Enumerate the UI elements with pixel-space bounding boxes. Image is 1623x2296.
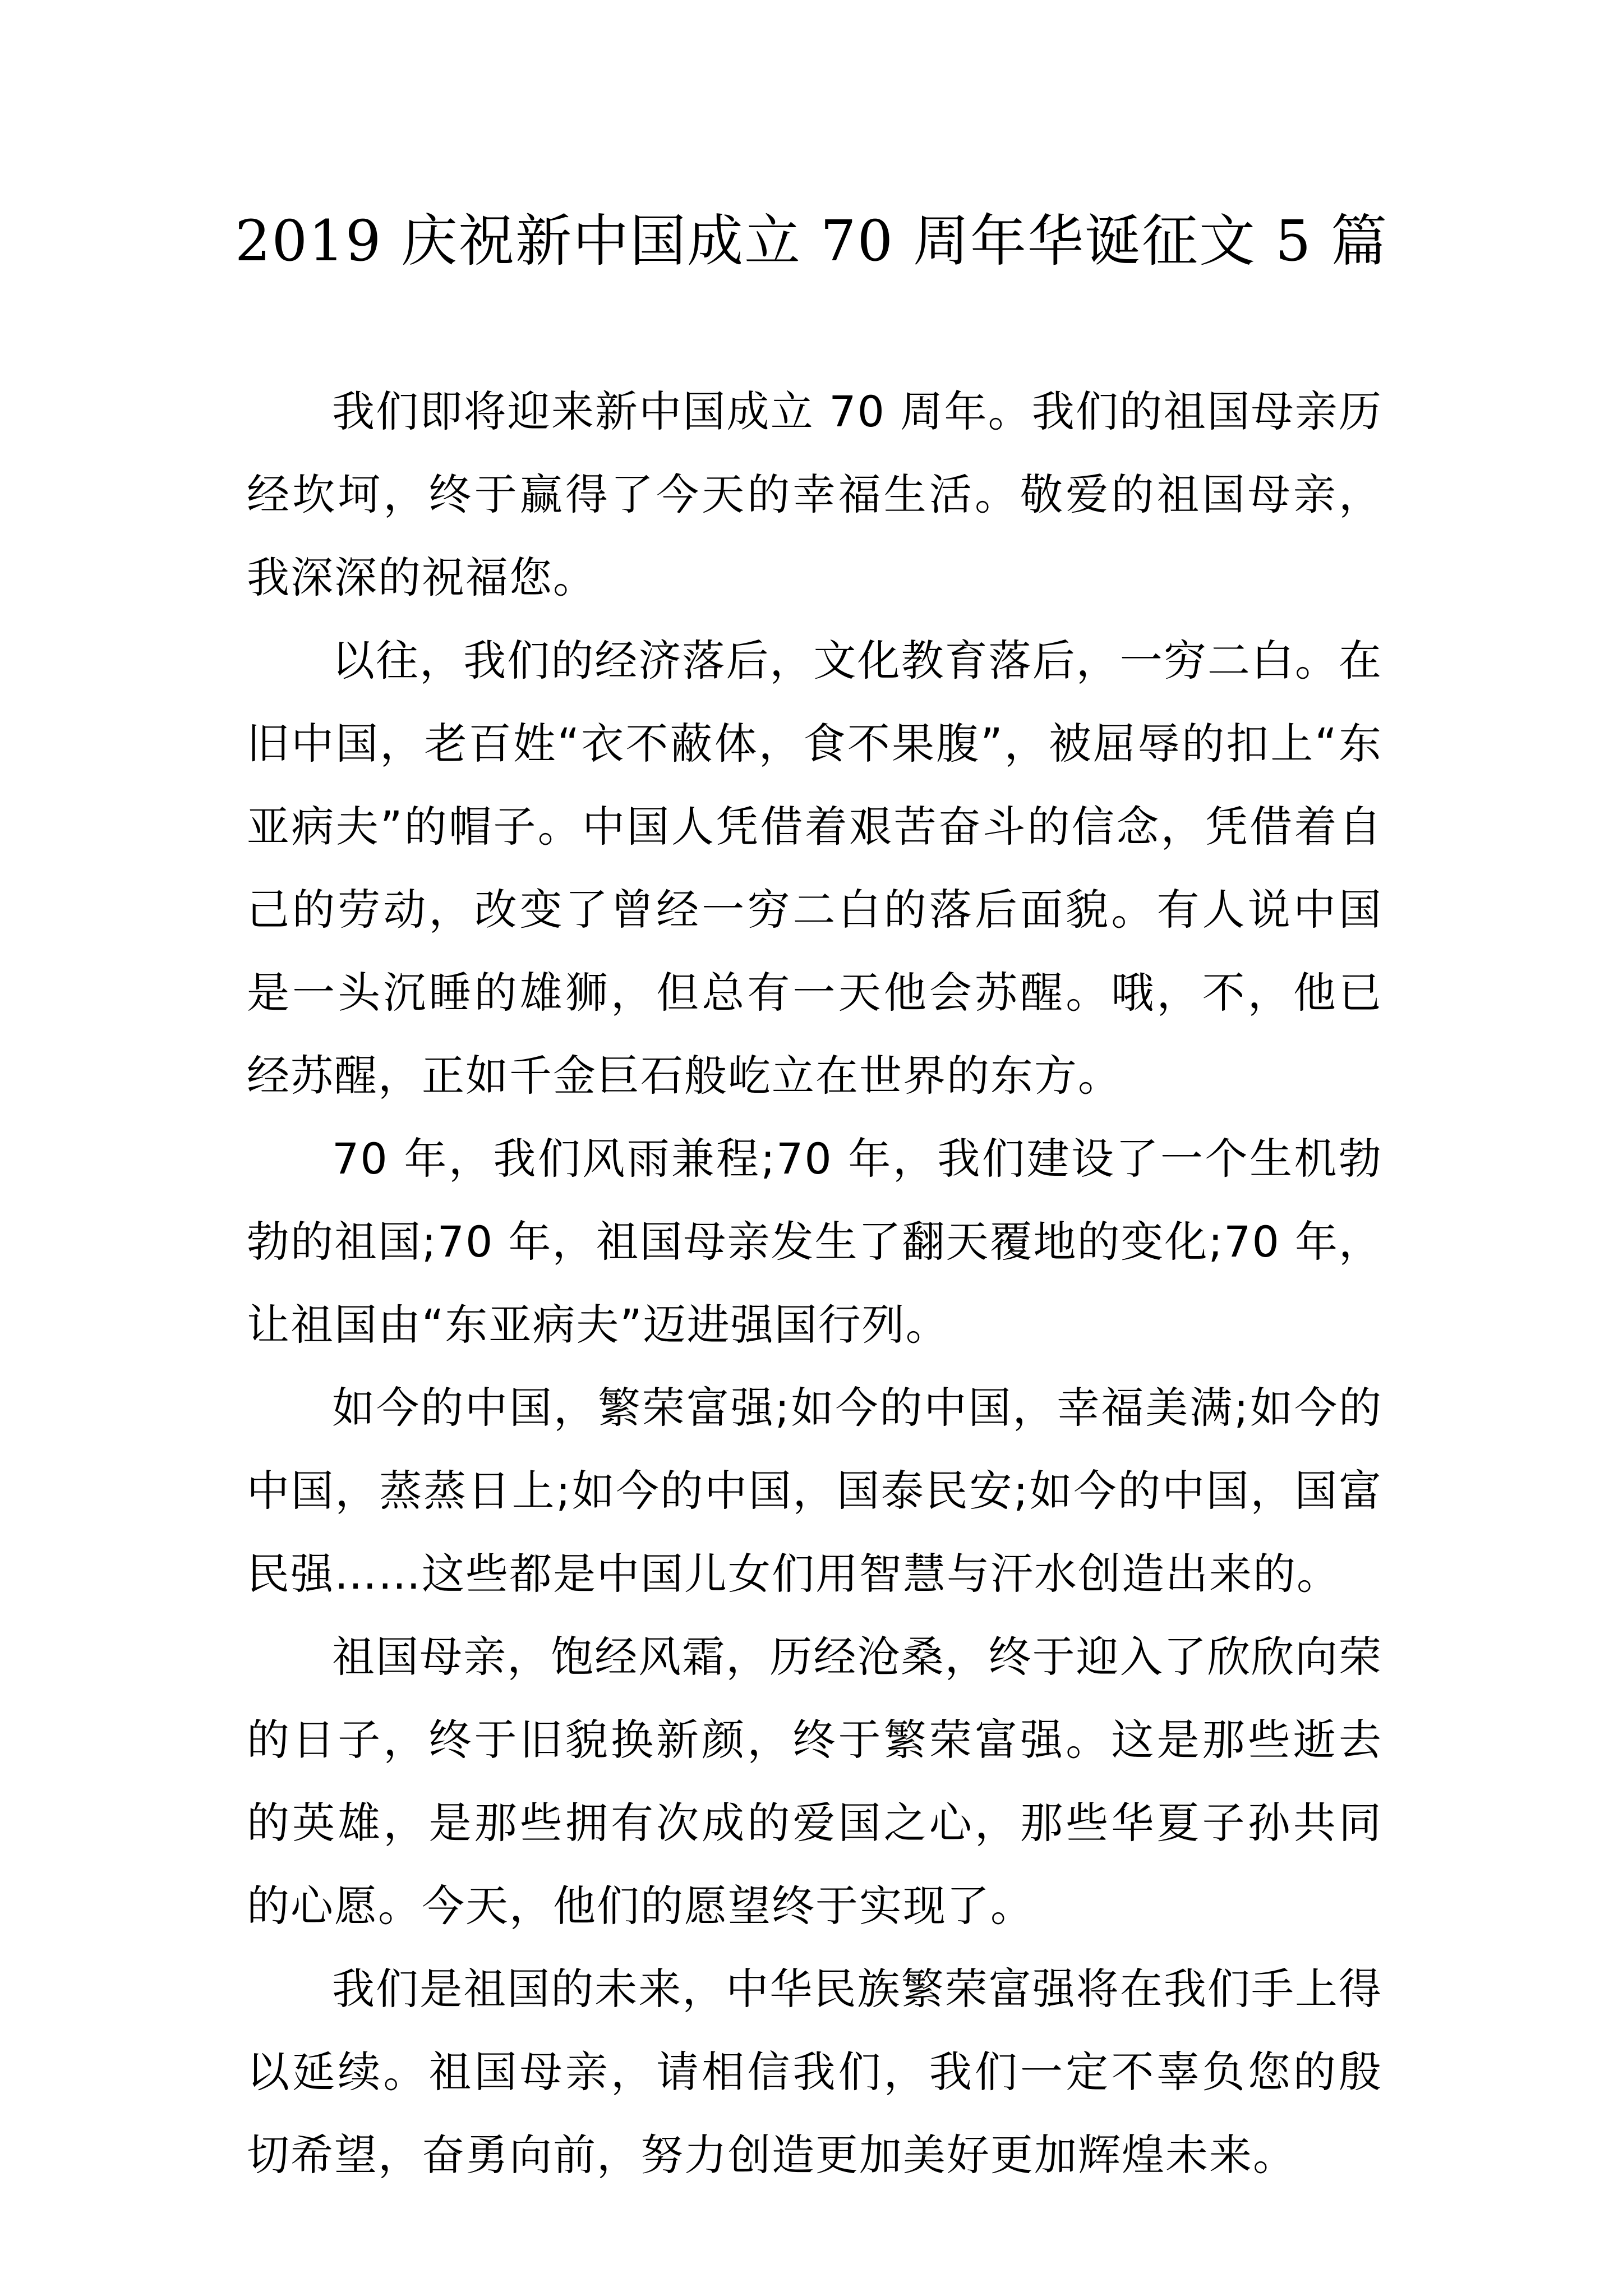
paragraph: 祖国母亲，饱经风霜，历经沧桑，终于迎入了欣欣向荣的日子，终于旧貌换新颜，终于繁荣富强。这是那些逝去的英雄，是那些拥有次成的爱国之心，那些华夏子孙共同的心愿。今天，他们的愿望终于实现了。	[247, 1632, 1382, 1931]
paragraph: 如今的中国，繁荣富强;如今的中国，幸福美满;如今的中国，蒸蒸日上;如今的中国，国泰民安;如今的中国，国富民强……这些都是中国儿女们用智慧与汗水创造出来的。	[247, 1383, 1382, 1599]
document-title: 2019 庆祝新中国成立 70 周年华诞征文 5 篇	[234, 208, 1389, 274]
paragraph: 70 年，我们风雨兼程;70 年，我们建设了一个生机勃勃的祖国;70 年，祖国母亲发生了翻天覆地的变化;70 年，让祖国由“东亚病夫”迈进强国行列。	[247, 1134, 1382, 1350]
paragraph: 我们是祖国的未来，中华民族繁荣富强将在我们手上得以延续。祖国母亲，请相信我们，我们一定不辜负您的殷切希望，奋勇向前，努力创造更加美好更加辉煌未来。	[247, 1964, 1382, 2180]
paragraph: 我们即将迎来新中国成立 70 周年。我们的祖国母亲历经坎坷，终于赢得了今天的幸福生活。敬爱的祖国母亲，我深深的祝福您。	[247, 386, 1382, 602]
document-body	[247, 370, 1382, 2197]
paragraph: 以往，我们的经济落后，文化教育落后，一穷二白。在旧中国，老百姓“衣不蔽体，食不果腹”，被屈辱的扣上“东亚病夫”的帽子。中国人凭借着艰苦奋斗的信念，凭借着自己的劳动，改变了曾经一穷二白的落后面貌。有人说中国是一头沉睡的雄狮，但总有一天他会苏醒。哦，不，他已经苏醒，正如千金巨石般屹立在世界的东方。	[247, 636, 1382, 1101]
